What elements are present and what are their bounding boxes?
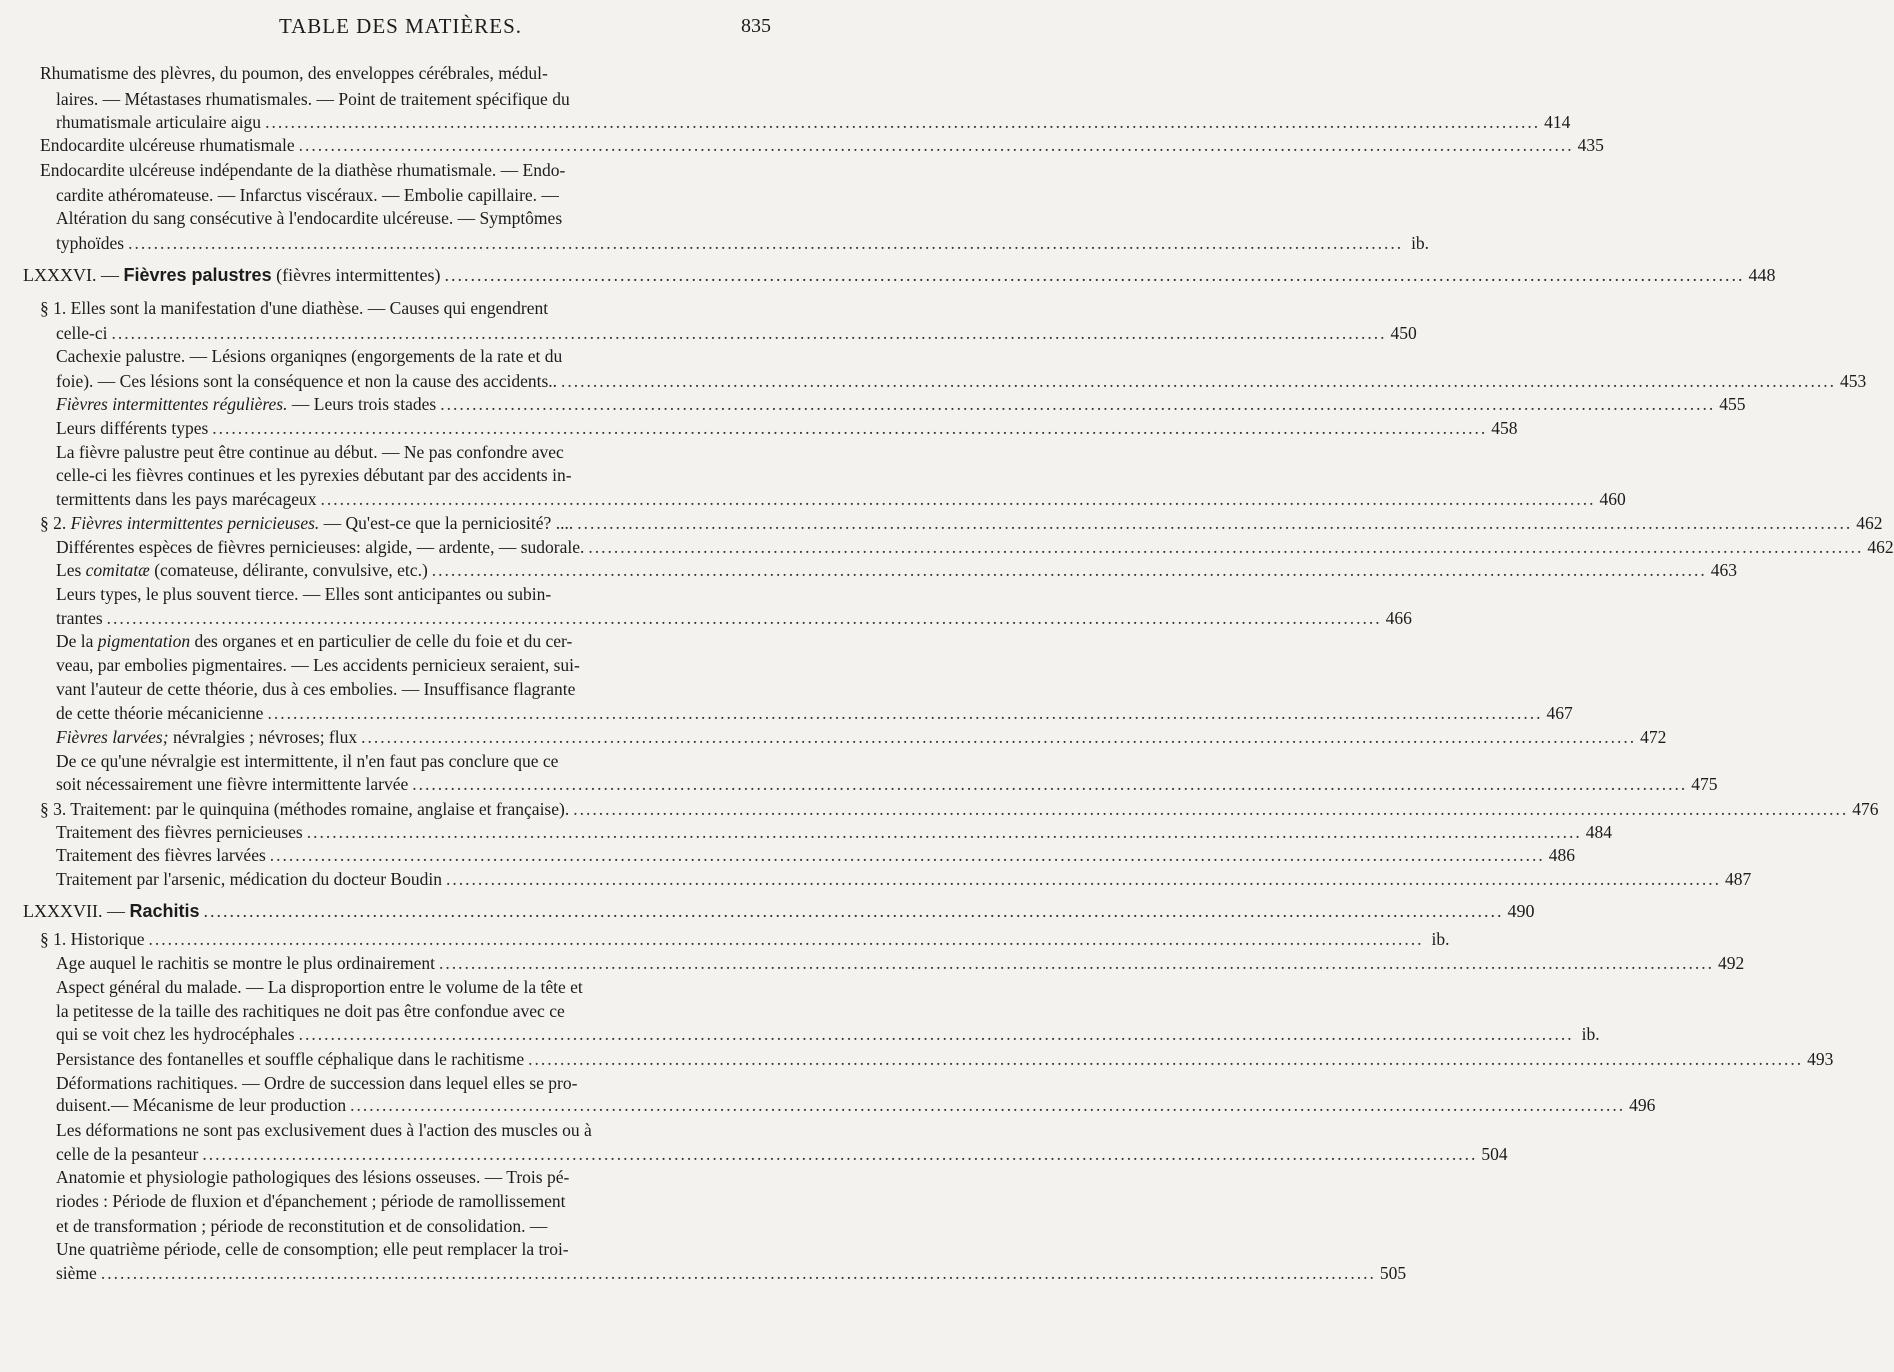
toc-entry-line bbox=[56, 866, 1752, 892]
entry-body: laires. — Métastases rhumatismales. — Point de traitement spécifique du bbox=[56, 89, 570, 109]
toc-entry-line bbox=[56, 581, 768, 607]
entry-body: typhoïdes bbox=[56, 233, 125, 253]
entry-text bbox=[56, 771, 408, 797]
dot-leader: ........................................................................................................................................................................................................ bbox=[128, 233, 1404, 253]
entry-page-number: 476 bbox=[1852, 799, 1879, 819]
toc-entry-line bbox=[56, 700, 1573, 726]
toc-entry-line bbox=[56, 557, 1738, 583]
entry-text bbox=[56, 974, 583, 1000]
entry-text bbox=[40, 295, 548, 321]
entry-body: De ce qu'une névralgie est intermittente, il n'en faut pas conclure que ce bbox=[56, 751, 559, 771]
toc-entry-line bbox=[56, 1188, 768, 1214]
dot-leader: ........................................................................................................................................................................................................ bbox=[202, 1144, 1478, 1164]
dot-leader: ........................................................................................................................................................................................................ bbox=[203, 901, 1504, 921]
dot-leader: ........................................................................................................................................................................................................ bbox=[100, 1263, 1376, 1283]
dot-leader: ........................................................................................................................................................................................................ bbox=[320, 489, 1596, 509]
entry-page-number: 414 bbox=[1544, 112, 1571, 132]
entry-page-number: 484 bbox=[1585, 822, 1612, 842]
entry-body: § 3. Traitement: par le quinquina (méthodes romaine, anglaise et française). bbox=[40, 799, 570, 819]
entry-page-number: ib. bbox=[1581, 1024, 1600, 1044]
entry-body: soit nécessairement une fièvre intermittente larvée bbox=[56, 774, 409, 794]
entry-page-number: 450 bbox=[1390, 323, 1417, 343]
dot-leader: ........................................................................................................................................................................................................ bbox=[361, 727, 1637, 747]
chapter-heading bbox=[23, 262, 1776, 288]
toc-entry-line bbox=[40, 157, 768, 183]
entry-body: névralgies ; névroses; flux bbox=[168, 727, 358, 747]
entry-body: Rhumatisme des plèvres, du poumon, des enveloppes cérébrales, médul- bbox=[40, 63, 548, 83]
entry-page-number: 463 bbox=[1710, 560, 1738, 580]
entry-text bbox=[40, 157, 565, 183]
entry-page-number: 486 bbox=[1548, 845, 1576, 865]
entry-text bbox=[56, 581, 551, 607]
entry-body: § 1. Historique bbox=[40, 929, 145, 949]
toc-entry-line bbox=[56, 415, 1518, 441]
entry-page-number: 496 bbox=[1629, 1095, 1656, 1115]
toc-entry-line bbox=[56, 974, 768, 1000]
entry-body: Traitement des fièvres pernicieuses bbox=[56, 822, 303, 842]
entry-text bbox=[56, 1117, 592, 1143]
entry-body: celle-ci bbox=[56, 323, 108, 343]
entry-body: celle de la pesanteur bbox=[56, 1144, 199, 1164]
dot-leader: ........................................................................................................................................................................................................ bbox=[431, 560, 1707, 580]
entry-text bbox=[23, 262, 441, 288]
toc-entry-line bbox=[40, 295, 768, 321]
dot-leader: ........................................................................................................................................................................................................ bbox=[265, 112, 1541, 132]
entry-body: Les déformations ne sont pas exclusivement dues à l'action des muscles ou à bbox=[56, 1120, 592, 1140]
toc-entry-line bbox=[56, 230, 1430, 256]
entry-body: veau, par embolies pigmentaires. — Les accidents pernicieux seraient, sui- bbox=[56, 655, 580, 675]
dot-leader: ........................................................................................................................................................................................................ bbox=[577, 513, 1853, 533]
dot-leader: ........................................................................................................................................................................................................ bbox=[106, 608, 1382, 628]
chapter-number: LXXXVI. — bbox=[23, 265, 124, 285]
entry-prefix: § 2. bbox=[40, 513, 71, 533]
toc-entry-line bbox=[56, 652, 768, 678]
entry-page-number: 492 bbox=[1718, 953, 1745, 973]
entry-body: — Qu'est-ce que la perniciosité? .... bbox=[319, 513, 574, 533]
toc-entry-line bbox=[56, 771, 1718, 797]
entry-page-number: 435 bbox=[1577, 135, 1604, 155]
entry-body: trantes bbox=[56, 608, 103, 628]
dot-leader: ........................................................................................................................................................................................................ bbox=[439, 953, 1715, 973]
entry-page-number: 487 bbox=[1724, 869, 1752, 889]
entry-body: Leurs types, le plus souvent tierce. — Elles sont anticipantes ou subin- bbox=[56, 584, 552, 604]
toc-entry-line bbox=[56, 486, 1626, 512]
entry-page-number: 462 bbox=[1867, 537, 1894, 557]
entry-text bbox=[40, 510, 573, 536]
entry-body: celle-ci les fièvres continues et les pyrexies débutant par des accidents in- bbox=[56, 465, 572, 485]
dot-leader: ........................................................................................................................................................................................................ bbox=[111, 323, 1387, 343]
toc-entry-line bbox=[56, 1164, 768, 1190]
entry-text bbox=[56, 842, 266, 868]
entry-italic: Fièvres larvées; bbox=[56, 727, 169, 747]
toc-entry-line bbox=[56, 676, 768, 702]
entry-text bbox=[56, 486, 316, 512]
entry-text bbox=[56, 1236, 569, 1262]
entry-body: Traitement des fièvres larvées bbox=[56, 845, 266, 865]
toc-entry-line bbox=[56, 205, 768, 231]
entry-body: vant l'auteur de cette théorie, dus à ces embolies. — Insuffisance flagrante bbox=[56, 679, 576, 699]
dot-leader: ........................................................................................................................................................................................................ bbox=[298, 135, 1574, 155]
toc-entry-line bbox=[40, 60, 768, 86]
entry-body: cardite athéromateuse. — Infarctus viscéraux. — Embolie capillaire. — bbox=[56, 185, 559, 205]
entry-body: Altération du sang consécutive à l'endocardite ulcéreuse. — Symptômes bbox=[56, 208, 563, 228]
entry-body: (fièvres intermittentes) bbox=[271, 265, 441, 285]
dot-leader: ........................................................................................................................................................................................................ bbox=[444, 265, 1745, 285]
toc-entry-line bbox=[56, 950, 1745, 976]
entry-body: Persistance des fontanelles et souffle céphalique dans le rachitisme bbox=[56, 1049, 525, 1069]
chapter-number: LXXXVII. — bbox=[23, 901, 130, 921]
entry-italic: pigmentation bbox=[97, 631, 191, 651]
entry-body: riodes : Période de fluxion et d'épanchement ; période de ramollissement bbox=[56, 1191, 566, 1211]
entry-body: des organes et en particulier de celle du foie et du cer- bbox=[190, 631, 573, 651]
entry-text bbox=[56, 1092, 346, 1118]
entry-text bbox=[56, 1260, 97, 1286]
entry-body: Une quatrième période, celle de consomption; elle peut remplacer la troi- bbox=[56, 1239, 569, 1259]
dot-leader: ........................................................................................................................................................................................................ bbox=[212, 418, 1488, 438]
dot-leader: ........................................................................................................................................................................................................ bbox=[561, 371, 1837, 391]
running-title: TABLE DES MATIÈRES. bbox=[278, 14, 523, 38]
dot-leader: ........................................................................................................................................................................................................ bbox=[573, 799, 1849, 819]
entry-page-number: 504 bbox=[1481, 1144, 1508, 1164]
entry-text bbox=[56, 205, 562, 231]
toc-entry-line bbox=[40, 926, 1450, 952]
entry-text bbox=[40, 132, 295, 158]
toc-entry-line bbox=[56, 343, 768, 369]
entry-body: foie). — Ces lésions sont la conséquence et non la cause des accidents.. bbox=[56, 371, 558, 391]
entry-page-number: 505 bbox=[1379, 1263, 1407, 1283]
toc-entry-line bbox=[56, 1260, 1407, 1286]
entry-italic: Fièvres intermittentes régulières. bbox=[56, 394, 288, 414]
toc-entry-line bbox=[56, 391, 1746, 417]
entry-body: rhumatismale articulaire aigu bbox=[56, 112, 262, 132]
entry-body: sième bbox=[56, 1263, 97, 1283]
entry-page-number: 458 bbox=[1491, 418, 1518, 438]
toc-entry-line bbox=[40, 510, 1883, 536]
entry-body: — Leurs trois stades bbox=[287, 394, 437, 414]
entry-body: Déformations rachitiques. — Ordre de succession dans lequel elles se pro- bbox=[56, 1073, 578, 1093]
entry-text bbox=[56, 557, 428, 583]
entry-page-number: 475 bbox=[1691, 774, 1718, 794]
entry-italic: comitatæ bbox=[85, 560, 150, 580]
entry-italic: Fièvres intermittentes pernicieuses. bbox=[70, 513, 320, 533]
entry-body: qui se voit chez les hydrocéphales bbox=[56, 1024, 295, 1044]
toc-entry-line bbox=[56, 628, 768, 654]
entry-page-number: 493 bbox=[1807, 1049, 1834, 1069]
dot-leader: ........................................................................................................................................................................................................ bbox=[528, 1049, 1804, 1069]
entry-page-number: 462 bbox=[1856, 513, 1883, 533]
entry-text bbox=[56, 652, 580, 678]
entry-body: Age auquel le rachitis se montre le plus ordinairement bbox=[56, 953, 436, 973]
entry-text bbox=[56, 700, 263, 726]
entry-text bbox=[56, 1164, 569, 1190]
entry-text bbox=[56, 724, 357, 750]
entry-body: (comateuse, délirante, convulsive, etc.) bbox=[149, 560, 428, 580]
toc-entry-line bbox=[56, 1117, 768, 1143]
dot-leader: ........................................................................................................................................................................................................ bbox=[440, 394, 1716, 414]
entry-page-number: 460 bbox=[1599, 489, 1626, 509]
entry-body: Endocardite ulcéreuse indépendante de la diathèse rhumatismale. — Endo- bbox=[40, 160, 566, 180]
entry-body: Différentes espèces de fièvres pernicieuses: algide, — ardente, — sudorale. bbox=[56, 537, 585, 557]
dot-leader: ........................................................................................................................................................................................................ bbox=[148, 929, 1424, 949]
entry-body: de cette théorie mécanicienne bbox=[56, 703, 264, 723]
dot-leader: ........................................................................................................................................................................................................ bbox=[269, 845, 1545, 865]
toc-entry-line bbox=[56, 1021, 1600, 1047]
toc-entry-line bbox=[56, 1236, 768, 1262]
chapter-heading bbox=[23, 898, 1535, 924]
entry-body: Traitement par l'arsenic, médication du docteur Boudin bbox=[56, 869, 442, 889]
entry-text bbox=[56, 1188, 566, 1214]
entry-page-number: 448 bbox=[1748, 265, 1776, 285]
toc-entry-line bbox=[56, 462, 768, 488]
entry-prefix: De la bbox=[56, 631, 98, 651]
entry-text bbox=[56, 230, 124, 256]
entry-page-number: 466 bbox=[1385, 608, 1412, 628]
entry-body: Cachexie palustre. — Lésions organiqnes (engorgements de la rate et du bbox=[56, 346, 563, 366]
dot-leader: ........................................................................................................................................................................................................ bbox=[306, 822, 1582, 842]
entry-body: Leurs différents types bbox=[56, 418, 209, 438]
entry-body: duisent.— Mécanisme de leur production bbox=[56, 1095, 347, 1115]
entry-body: § 1. Elles sont la manifestation d'une diathèse. — Causes qui engendrent bbox=[40, 298, 549, 318]
entry-text bbox=[23, 898, 200, 924]
entry-text bbox=[56, 628, 572, 654]
toc-entry-line bbox=[40, 132, 1604, 158]
entry-page-number: 467 bbox=[1546, 703, 1573, 723]
entry-body: et de transformation ; période de reconstitution et de consolidation. — bbox=[56, 1216, 548, 1236]
entry-text bbox=[56, 676, 575, 702]
entry-page-number: 455 bbox=[1719, 394, 1746, 414]
entry-page-number: ib. bbox=[1411, 233, 1430, 253]
entry-body: Aspect général du malade. — La disproportion entre le volume de la tête et bbox=[56, 977, 583, 997]
dot-leader: ........................................................................................................................................................................................................ bbox=[298, 1024, 1574, 1044]
entry-text bbox=[56, 462, 572, 488]
toc-entry-line bbox=[56, 842, 1576, 868]
entry-body: La fièvre palustre peut être continue au début. — Ne pas confondre avec bbox=[56, 442, 564, 462]
entry-body: la petitesse de la taille des rachitiques ne doit pas être confondue avec ce bbox=[56, 1001, 565, 1021]
entry-text bbox=[40, 926, 145, 952]
entry-text bbox=[56, 391, 436, 417]
dot-leader: ........................................................................................................................................................................................................ bbox=[350, 1095, 1626, 1115]
toc-entry-line bbox=[56, 724, 1667, 750]
page-number: 835 bbox=[741, 15, 771, 37]
dot-leader: ........................................................................................................................................................................................................ bbox=[445, 869, 1721, 889]
entry-page-number: 490 bbox=[1507, 901, 1535, 921]
chapter-title: Rachitis bbox=[129, 901, 200, 921]
entry-page-number: 472 bbox=[1640, 727, 1667, 747]
entry-text bbox=[56, 1021, 295, 1047]
entry-text bbox=[56, 866, 442, 892]
toc-entry-line bbox=[56, 1092, 1656, 1118]
entry-body: Endocardite ulcéreuse rhumatismale bbox=[40, 135, 295, 155]
chapter-title: Fièvres palustres bbox=[123, 265, 272, 285]
dot-leader: ........................................................................................................................................................................................................ bbox=[588, 537, 1864, 557]
dot-leader: ........................................................................................................................................................................................................ bbox=[412, 774, 1688, 794]
entry-body: Anatomie et physiologie pathologiques des lésions osseuses. — Trois pé- bbox=[56, 1167, 570, 1187]
dot-leader: ........................................................................................................................................................................................................ bbox=[267, 703, 1543, 723]
entry-text bbox=[56, 950, 435, 976]
toc-entry-line bbox=[56, 1046, 1834, 1072]
page-header bbox=[0, 14, 801, 44]
entry-page-number: ib. bbox=[1431, 929, 1450, 949]
entry-page-number: 453 bbox=[1840, 371, 1867, 391]
entry-body: termittents dans les pays marécageux bbox=[56, 489, 317, 509]
entry-prefix: Les bbox=[56, 560, 86, 580]
entry-text bbox=[40, 60, 548, 86]
entry-text bbox=[56, 415, 208, 441]
entry-text bbox=[56, 343, 562, 369]
entry-text bbox=[56, 1046, 524, 1072]
